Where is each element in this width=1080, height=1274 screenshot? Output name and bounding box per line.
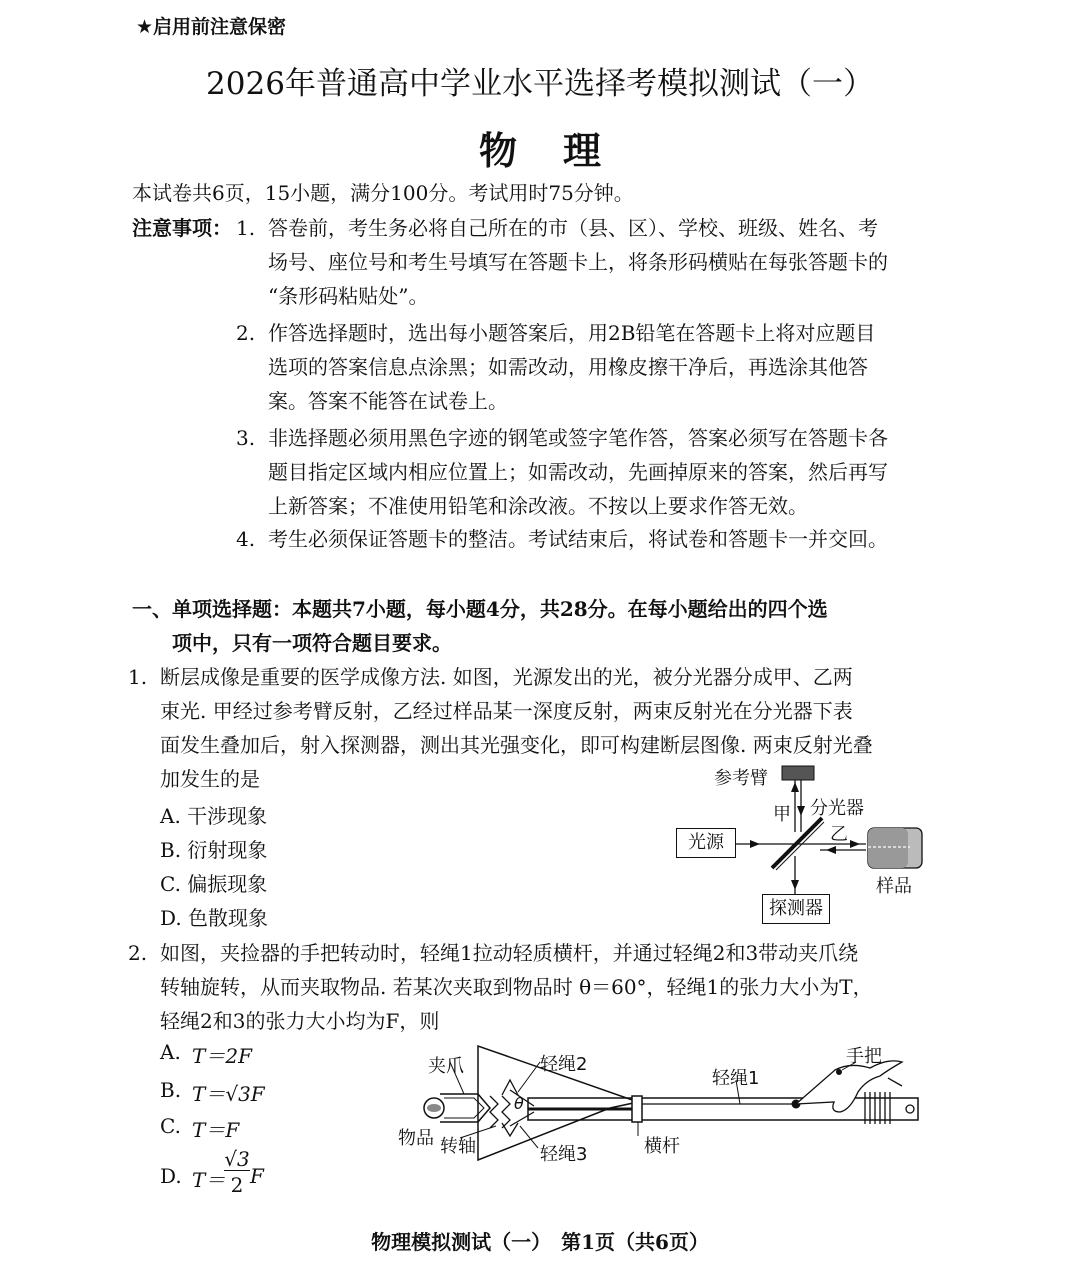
label-beam-b: 乙 xyxy=(830,824,848,845)
q1-option-b: B. 衍射现象 xyxy=(160,838,268,862)
note-line: 案。答案不能答在试卷上。 xyxy=(268,389,508,413)
exam-intro: 本试卷共6页，15小题，满分100分。考试用时75分钟。 xyxy=(132,181,634,205)
label-splitter: 分光器 xyxy=(810,798,864,819)
section-heading-cont: 项中，只有一项符合题目要求。 xyxy=(172,631,452,655)
note-line: 非选择题必须用黑色字迹的钢笔或签字笔作答，答案必须写在答题卡各 xyxy=(268,426,888,450)
q1-stem-line: 束光. 甲经过参考臂反射，乙经过样品某一深度反射，两束反射光在分光器下表 xyxy=(160,699,853,723)
note-line: “条形码粘贴处”。 xyxy=(268,284,429,308)
note-line: 场号、座位号和考生号填写在答题卡上，将条形码横贴在每张答题卡的 xyxy=(268,250,888,274)
q1-option-a: A. 干涉现象 xyxy=(160,804,268,828)
label-rope-1: 轻绳1 xyxy=(712,1068,760,1089)
q2-option-d-tail: F xyxy=(250,1164,264,1188)
q2-option-c-letter: C. xyxy=(160,1114,181,1138)
q2-option-a: T＝2F xyxy=(192,1044,252,1068)
label-item: 物品 xyxy=(398,1128,434,1149)
label-beam-a: 甲 xyxy=(773,804,791,825)
note-line: 答卷前，考生务必将自己所在的市（县、区）、学校、班级、姓名、考 xyxy=(268,216,878,240)
q1-option-c: C. 偏振现象 xyxy=(160,872,268,896)
crossbar xyxy=(632,1096,642,1122)
q1-option-d: D. 色散现象 xyxy=(160,906,269,930)
label-theta: θ xyxy=(514,1094,524,1113)
q2-stem-line: 转轴旋转，从而夹取物品. 若某次夹取到物品时 θ＝60°，轻绳1的张力大小为T， xyxy=(160,975,873,999)
q2-option-d-numerator: √3 xyxy=(224,1147,250,1171)
note-number: 3. xyxy=(236,426,256,450)
reference-mirror xyxy=(782,766,814,780)
q2-option-d-denominator: 2 xyxy=(230,1173,244,1197)
label-handle: 手把 xyxy=(846,1046,882,1067)
q2-option-c: T＝F xyxy=(192,1118,240,1142)
handle xyxy=(796,1061,902,1112)
q2-number: 2. xyxy=(128,941,148,965)
exam-title: 2026年普通高中学业水平选择考模拟测试（一） xyxy=(206,66,874,102)
note-number: 1. xyxy=(236,216,256,240)
note-line: 作答选择题时，选出每小题答案后，用2B铅笔在答题卡上将对应题目 xyxy=(268,321,876,345)
note-line: 考生必须保证答题卡的整洁。考试结束后，将试卷和答题卡一并交回。 xyxy=(268,527,888,551)
note-number: 4. xyxy=(236,527,256,551)
q2-option-d-letter: D. xyxy=(160,1164,182,1188)
note-number: 2. xyxy=(236,321,256,345)
rope-3 xyxy=(510,1112,534,1126)
label-sample: 样品 xyxy=(876,876,912,897)
section-heading: 一、单项选择题：本题共7小题，每小题4分，共28分。在每小题给出的四个选 xyxy=(132,597,828,621)
secret-notice: ★启用前注意保密 xyxy=(136,16,287,38)
q1-stem-line: 面发生叠加后，射入探测器，测出其光强变化，即可构建断层图像. 两束反射光叠 xyxy=(160,733,873,757)
label-claw: 夹爪 xyxy=(428,1056,464,1077)
page-footer: 物理模拟测试（一） 第1页（共6页） xyxy=(371,1230,709,1254)
label-rope-3: 轻绳3 xyxy=(540,1144,588,1165)
q2-option-b-letter: B. xyxy=(160,1078,182,1102)
label-reference-arm: 参考臂 xyxy=(714,768,768,789)
note-line: 上新答案；不准使用铅笔和涂改液。不按以上要求作答无效。 xyxy=(268,494,808,518)
detector-box: 探测器 xyxy=(762,894,830,924)
q2-stem-line: 如图，夹捡器的手把转动时，轻绳1拉动轻质横杆，并通过轻绳2和3带动夹爪绕 xyxy=(160,941,859,965)
q1-number: 1. xyxy=(128,665,148,689)
source-box: 光源 xyxy=(676,828,736,858)
q2-option-a-letter: A. xyxy=(160,1040,181,1064)
label-axis: 转轴 xyxy=(440,1136,476,1157)
q1-stem-line: 加发生的是 xyxy=(160,767,260,791)
notes-label: 注意事项： xyxy=(132,216,232,240)
q2-option-b: T＝√3F xyxy=(192,1082,265,1106)
subject-title: 物理 xyxy=(478,128,647,173)
q1-stem-line: 断层成像是重要的医学成像方法. 如图，光源发出的光，被分光器分成甲、乙两 xyxy=(160,665,853,689)
label-crossbar: 横杆 xyxy=(644,1136,680,1157)
q2-option-d-lhs: T＝ xyxy=(192,1168,226,1192)
note-line: 选项的答案信息点涂黑；如需改动，用橡皮擦干净后，再选涂其他答 xyxy=(268,355,868,379)
label-rope-2: 轻绳2 xyxy=(540,1054,588,1075)
q2-stem-line: 轻绳2和3的张力大小均为F，则 xyxy=(160,1009,440,1033)
note-line: 题目指定区域内相应位置上；如需改动，先画掉原来的答案，然后再写 xyxy=(268,460,888,484)
